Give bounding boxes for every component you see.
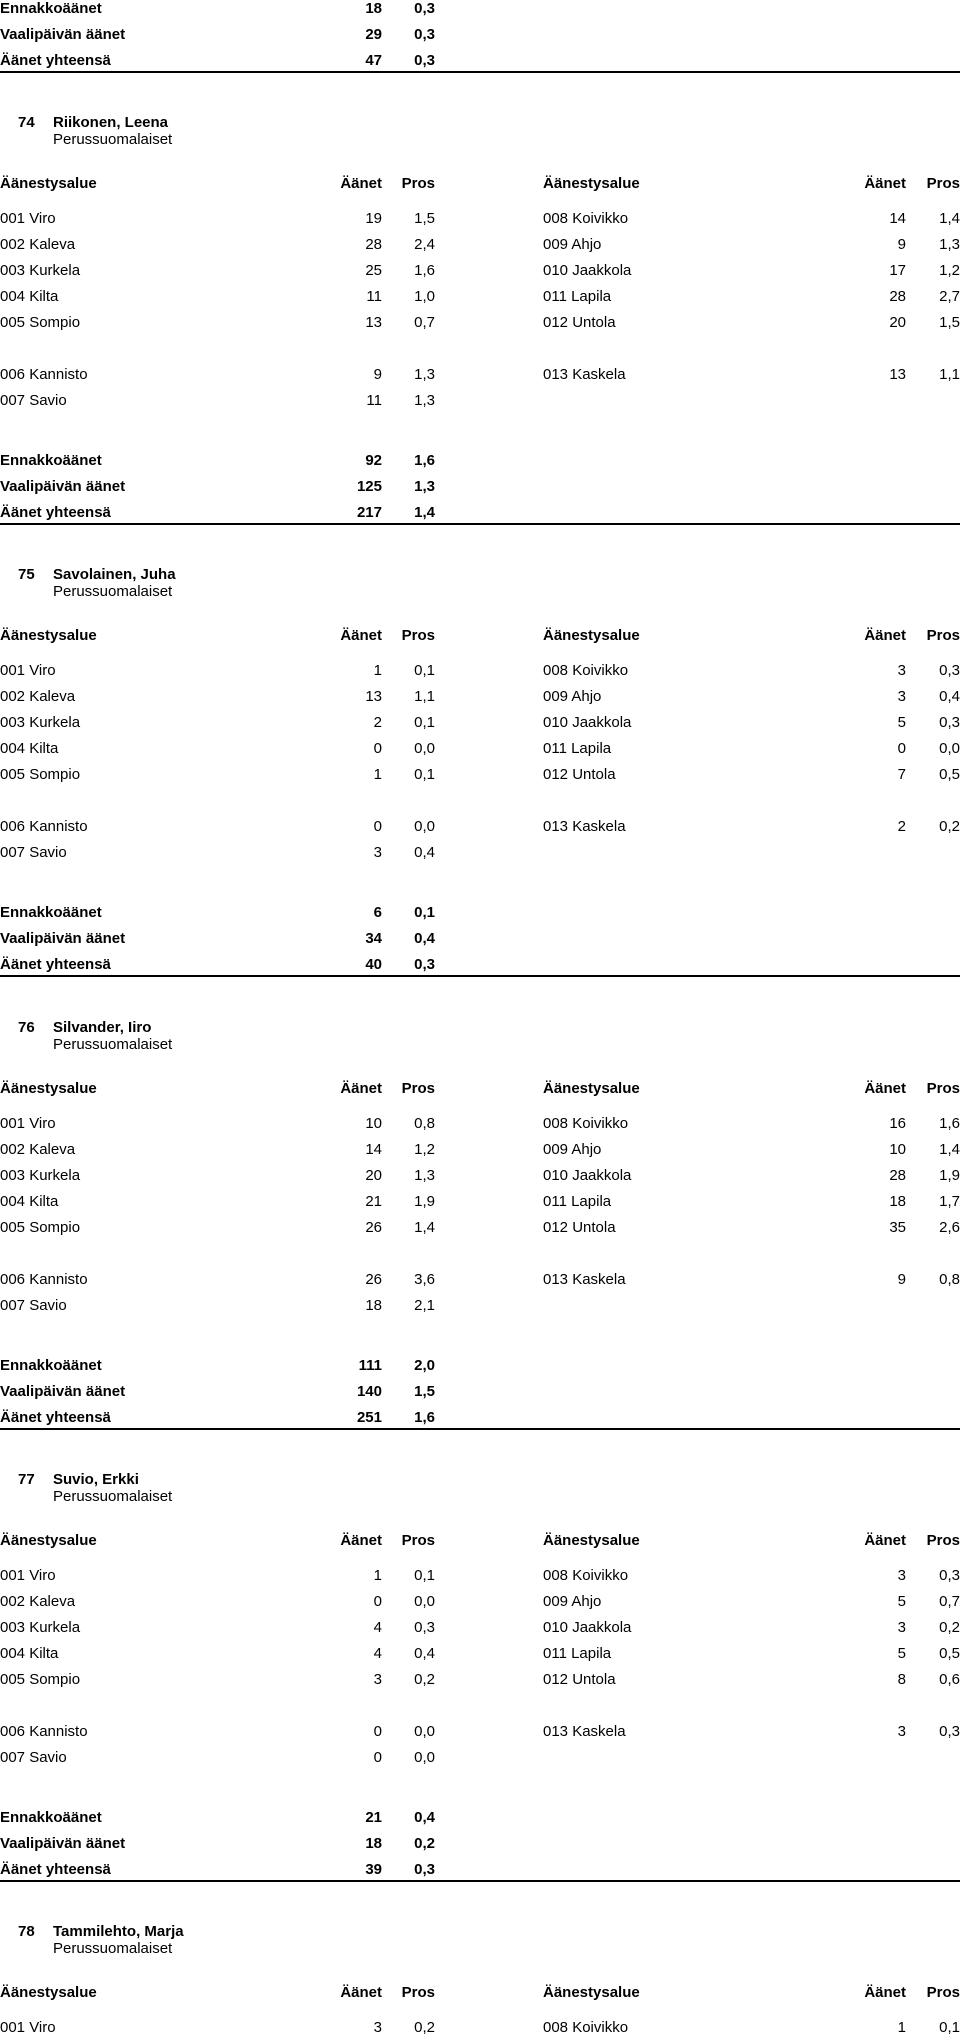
area-name: 007 Savio xyxy=(0,1749,67,1766)
summary-pct-yhteensa: 1,6 xyxy=(414,1409,435,1426)
area-pct: 0,1 xyxy=(939,2019,960,2036)
candidate-number: 77 xyxy=(18,1471,35,1488)
area-pct: 2,7 xyxy=(939,288,960,305)
area-pct: 0,4 xyxy=(414,844,435,861)
summary-pct-ennakko: 1,6 xyxy=(414,452,435,469)
area-votes: 26 xyxy=(365,1271,382,1288)
area-name: 010 Jaakkola xyxy=(543,1619,632,1636)
summary-label-vaalipaiva: Vaalipäivän äänet xyxy=(0,478,126,495)
area-pct: 1,9 xyxy=(414,1193,435,1210)
area-votes: 3 xyxy=(897,1723,906,1740)
summary-label-vaalipaiva: Vaalipäivän äänet xyxy=(0,1835,126,1852)
area-pct: 1,6 xyxy=(939,1115,960,1132)
area-name: 002 Kaleva xyxy=(0,688,76,705)
area-name: 007 Savio xyxy=(0,1297,67,1314)
summary-pct-ennakko: 2,0 xyxy=(414,1357,435,1374)
area-pct: 1,9 xyxy=(939,1167,960,1184)
area-pct: 0,0 xyxy=(414,1723,435,1740)
area-name: 013 Kaskela xyxy=(543,1723,626,1740)
candidate-number: 74 xyxy=(18,114,35,131)
area-votes: 21 xyxy=(365,1193,382,1210)
area-pct: 0,2 xyxy=(939,818,960,835)
area-pct: 1,3 xyxy=(939,236,960,253)
summary-rule xyxy=(0,1428,960,1430)
area-pct: 0,8 xyxy=(414,1115,435,1132)
area-pct: 0,2 xyxy=(939,1619,960,1636)
summary-pct-yhteensa: 1,4 xyxy=(414,504,435,521)
summary-votes-vaalipaiva: 18 xyxy=(365,1835,382,1852)
area-votes: 28 xyxy=(889,1167,906,1184)
area-name: 002 Kaleva xyxy=(0,1593,76,1610)
area-name: 011 Lapila xyxy=(543,740,612,757)
candidate-party: Perussuomalaiset xyxy=(53,1488,173,1505)
area-pct: 0,3 xyxy=(414,1619,435,1636)
area-votes: 3 xyxy=(897,1619,906,1636)
summary-votes-yhteensa: 39 xyxy=(365,1861,382,1878)
col-header-votes: Äänet xyxy=(864,1532,906,1549)
area-name: 011 Lapila xyxy=(543,1645,612,1662)
area-pct: 0,3 xyxy=(939,662,960,679)
candidate-name: Riikonen, Leena xyxy=(53,114,169,131)
area-pct: 1,2 xyxy=(939,262,960,279)
area-pct: 1,3 xyxy=(414,366,435,383)
summary-votes-vaalipaiva: 29 xyxy=(365,26,382,43)
area-name: 010 Jaakkola xyxy=(543,714,632,731)
area-name: 004 Kilta xyxy=(0,1193,59,1210)
summary-votes-vaalipaiva: 140 xyxy=(356,1383,382,1400)
area-votes: 14 xyxy=(889,210,906,227)
area-pct: 1,1 xyxy=(414,688,435,705)
area-votes: 3 xyxy=(897,1567,906,1584)
area-votes: 28 xyxy=(365,236,382,253)
col-header-pct: Pros xyxy=(926,1080,960,1097)
area-name: 009 Ahjo xyxy=(543,1141,602,1158)
area-name: 003 Kurkela xyxy=(0,262,81,279)
area-votes: 0 xyxy=(897,740,906,757)
area-votes: 0 xyxy=(373,1749,382,1766)
area-votes: 18 xyxy=(889,1193,906,1210)
summary-label-vaalipaiva: Vaalipäivän äänet xyxy=(0,26,126,43)
area-pct: 0,3 xyxy=(939,1723,960,1740)
area-votes: 3 xyxy=(373,1671,382,1688)
area-name: 010 Jaakkola xyxy=(543,262,632,279)
col-header-pct: Pros xyxy=(926,175,960,192)
area-votes: 14 xyxy=(365,1141,382,1158)
col-header-votes: Äänet xyxy=(340,1080,382,1097)
area-name: 005 Sompio xyxy=(0,1671,81,1688)
col-header-area: Äänestysalue xyxy=(0,1984,97,2001)
area-pct: 0,0 xyxy=(414,1749,435,1766)
area-name: 008 Koivikko xyxy=(543,1115,629,1132)
col-header-area: Äänestysalue xyxy=(0,627,97,644)
area-pct: 0,1 xyxy=(414,1567,435,1584)
area-votes: 3 xyxy=(373,844,382,861)
area-name: 003 Kurkela xyxy=(0,1619,81,1636)
summary-label-vaalipaiva: Vaalipäivän äänet xyxy=(0,930,126,947)
summary-label-ennakko: Ennakkoäänet xyxy=(0,452,102,469)
area-votes: 0 xyxy=(373,740,382,757)
summary-label-ennakko: Ennakkoäänet xyxy=(0,0,102,17)
area-pct: 1,3 xyxy=(414,1167,435,1184)
area-name: 002 Kaleva xyxy=(0,1141,76,1158)
summary-pct-vaalipaiva: 0,4 xyxy=(414,930,435,947)
area-votes: 13 xyxy=(365,314,382,331)
col-header-pct: Pros xyxy=(926,627,960,644)
area-pct: 2,4 xyxy=(414,236,435,253)
area-pct: 0,3 xyxy=(939,714,960,731)
summary-label-vaalipaiva: Vaalipäivän äänet xyxy=(0,1383,126,1400)
area-votes: 0 xyxy=(373,818,382,835)
summary-pct-yhteensa: 0,3 xyxy=(414,52,435,69)
summary-rule xyxy=(0,975,960,977)
candidate-party: Perussuomalaiset xyxy=(53,1940,173,1957)
candidate-name: Suvio, Erkki xyxy=(53,1471,139,1488)
area-name: 007 Savio xyxy=(0,844,67,861)
area-name: 013 Kaskela xyxy=(543,366,626,383)
summary-label-yhteensa: Äänet yhteensä xyxy=(0,1861,111,1878)
summary-rule xyxy=(0,71,960,73)
area-votes: 5 xyxy=(897,714,906,731)
area-votes: 13 xyxy=(365,688,382,705)
area-pct: 1,4 xyxy=(414,1219,435,1236)
area-name: 006 Kannisto xyxy=(0,1271,88,1288)
area-pct: 1,5 xyxy=(414,210,435,227)
area-name: 013 Kaskela xyxy=(543,818,626,835)
summary-label-yhteensa: Äänet yhteensä xyxy=(0,1409,111,1426)
col-header-pct: Pros xyxy=(926,1984,960,2001)
summary-votes-ennakko: 111 xyxy=(358,1357,382,1374)
area-votes: 9 xyxy=(897,1271,906,1288)
col-header-votes: Äänet xyxy=(340,1532,382,1549)
candidate-name: Tammilehto, Marja xyxy=(53,1923,184,1940)
col-header-votes: Äänet xyxy=(340,627,382,644)
area-name: 004 Kilta xyxy=(0,740,59,757)
area-votes: 3 xyxy=(373,2019,382,2036)
col-header-area: Äänestysalue xyxy=(543,1984,640,2001)
area-pct: 2,6 xyxy=(939,1219,960,1236)
summary-label-yhteensa: Äänet yhteensä xyxy=(0,956,111,973)
area-votes: 5 xyxy=(897,1645,906,1662)
area-pct: 0,6 xyxy=(939,1671,960,1688)
summary-pct-vaalipaiva: 1,3 xyxy=(414,478,435,495)
area-name: 004 Kilta xyxy=(0,288,59,305)
summary-votes-yhteensa: 217 xyxy=(356,504,382,521)
candidate-number: 78 xyxy=(18,1923,35,1940)
col-header-pct: Pros xyxy=(401,627,435,644)
area-name: 010 Jaakkola xyxy=(543,1167,632,1184)
area-name: 006 Kannisto xyxy=(0,1723,88,1740)
col-header-area: Äänestysalue xyxy=(543,175,640,192)
candidate-party: Perussuomalaiset xyxy=(53,131,173,148)
col-header-votes: Äänet xyxy=(864,1080,906,1097)
area-name: 012 Untola xyxy=(543,314,616,331)
col-header-votes: Äänet xyxy=(340,1984,382,2001)
area-votes: 9 xyxy=(373,366,382,383)
area-name: 001 Viro xyxy=(0,210,56,227)
area-votes: 11 xyxy=(366,392,382,409)
area-votes: 1 xyxy=(897,2019,906,2036)
area-pct: 0,0 xyxy=(414,818,435,835)
summary-votes-vaalipaiva: 34 xyxy=(365,930,382,947)
area-votes: 11 xyxy=(366,288,382,305)
summary-votes-ennakko: 6 xyxy=(373,904,382,921)
area-votes: 18 xyxy=(365,1297,382,1314)
summary-rule xyxy=(0,1880,960,1882)
summary-pct-yhteensa: 0,3 xyxy=(414,956,435,973)
area-name: 009 Ahjo xyxy=(543,1593,602,1610)
area-pct: 0,4 xyxy=(939,688,960,705)
area-pct: 0,1 xyxy=(414,766,435,783)
area-votes: 2 xyxy=(897,818,906,835)
area-votes: 1 xyxy=(373,1567,382,1584)
col-header-votes: Äänet xyxy=(864,1984,906,2001)
area-name: 012 Untola xyxy=(543,766,616,783)
col-header-pct: Pros xyxy=(401,1532,435,1549)
col-header-pct: Pros xyxy=(401,175,435,192)
candidate-number: 75 xyxy=(18,566,35,583)
area-pct: 1,0 xyxy=(414,288,435,305)
summary-votes-yhteensa: 251 xyxy=(356,1409,382,1426)
area-name: 004 Kilta xyxy=(0,1645,59,1662)
area-votes: 26 xyxy=(365,1219,382,1236)
area-votes: 19 xyxy=(365,210,382,227)
summary-pct-vaalipaiva: 0,2 xyxy=(414,1835,435,1852)
summary-pct-yhteensa: 0,3 xyxy=(414,1861,435,1878)
summary-rule xyxy=(0,523,960,525)
col-header-votes: Äänet xyxy=(864,175,906,192)
area-votes: 16 xyxy=(889,1115,906,1132)
area-name: 012 Untola xyxy=(543,1671,616,1688)
area-pct: 0,8 xyxy=(939,1271,960,1288)
area-name: 013 Kaskela xyxy=(543,1271,626,1288)
area-votes: 4 xyxy=(373,1619,382,1636)
area-name: 006 Kannisto xyxy=(0,366,88,383)
area-votes: 1 xyxy=(373,766,382,783)
area-votes: 10 xyxy=(889,1141,906,1158)
summary-pct-ennakko: 0,1 xyxy=(414,904,435,921)
area-votes: 3 xyxy=(897,662,906,679)
col-header-area: Äänestysalue xyxy=(0,175,97,192)
area-name: 001 Viro xyxy=(0,2019,56,2036)
area-pct: 1,6 xyxy=(414,262,435,279)
area-votes: 2 xyxy=(373,714,382,731)
area-pct: 0,1 xyxy=(414,662,435,679)
candidate-party: Perussuomalaiset xyxy=(53,1036,173,1053)
area-pct: 1,1 xyxy=(939,366,960,383)
area-votes: 20 xyxy=(889,314,906,331)
area-pct: 0,1 xyxy=(414,714,435,731)
summary-votes-yhteensa: 47 xyxy=(365,52,382,69)
area-name: 007 Savio xyxy=(0,392,67,409)
area-votes: 3 xyxy=(897,688,906,705)
area-pct: 1,5 xyxy=(939,314,960,331)
area-pct: 0,2 xyxy=(414,2019,435,2036)
area-votes: 0 xyxy=(373,1723,382,1740)
area-pct: 0,7 xyxy=(414,314,435,331)
area-name: 011 Lapila xyxy=(543,288,612,305)
area-votes: 5 xyxy=(897,1593,906,1610)
area-pct: 0,7 xyxy=(939,1593,960,1610)
area-votes: 35 xyxy=(889,1219,906,1236)
col-header-area: Äänestysalue xyxy=(543,1080,640,1097)
summary-votes-yhteensa: 40 xyxy=(365,956,382,973)
area-name: 005 Sompio xyxy=(0,766,81,783)
area-pct: 1,4 xyxy=(939,1141,960,1158)
summary-votes-ennakko: 92 xyxy=(365,452,382,469)
area-votes: 8 xyxy=(897,1671,906,1688)
area-name: 008 Koivikko xyxy=(543,210,629,227)
area-votes: 1 xyxy=(373,662,382,679)
area-votes: 20 xyxy=(365,1167,382,1184)
col-header-pct: Pros xyxy=(401,1984,435,2001)
area-votes: 25 xyxy=(365,262,382,279)
summary-pct-vaalipaiva: 1,5 xyxy=(414,1383,435,1400)
area-pct: 0,5 xyxy=(939,766,960,783)
summary-votes-ennakko: 18 xyxy=(365,0,382,17)
summary-pct-ennakko: 0,3 xyxy=(414,0,435,17)
area-name: 012 Untola xyxy=(543,1219,616,1236)
area-votes: 17 xyxy=(889,262,906,279)
summary-pct-vaalipaiva: 0,3 xyxy=(414,26,435,43)
area-votes: 13 xyxy=(889,366,906,383)
area-name: 001 Viro xyxy=(0,662,56,679)
summary-pct-ennakko: 0,4 xyxy=(414,1809,435,1826)
area-pct: 0,0 xyxy=(414,1593,435,1610)
candidate-party: Perussuomalaiset xyxy=(53,583,173,600)
summary-votes-vaalipaiva: 125 xyxy=(356,478,382,495)
candidate-name: Silvander, Iiro xyxy=(53,1019,152,1036)
area-pct: 0,2 xyxy=(414,1671,435,1688)
area-name: 009 Ahjo xyxy=(543,688,602,705)
area-votes: 10 xyxy=(365,1115,382,1132)
col-header-pct: Pros xyxy=(401,1080,435,1097)
area-pct: 1,4 xyxy=(939,210,960,227)
area-pct: 1,7 xyxy=(939,1193,960,1210)
summary-label-yhteensa: Äänet yhteensä xyxy=(0,504,111,521)
area-name: 011 Lapila xyxy=(543,1193,612,1210)
summary-label-ennakko: Ennakkoäänet xyxy=(0,904,102,921)
area-pct: 0,0 xyxy=(939,740,960,757)
col-header-pct: Pros xyxy=(926,1532,960,1549)
area-votes: 9 xyxy=(897,236,906,253)
area-pct: 2,1 xyxy=(414,1297,435,1314)
area-name: 008 Koivikko xyxy=(543,662,629,679)
candidate-number: 76 xyxy=(18,1019,35,1036)
area-name: 005 Sompio xyxy=(0,1219,81,1236)
summary-label-yhteensa: Äänet yhteensä xyxy=(0,52,111,69)
summary-label-ennakko: Ennakkoäänet xyxy=(0,1809,102,1826)
area-name: 005 Sompio xyxy=(0,314,81,331)
candidate-name: Savolainen, Juha xyxy=(53,566,176,583)
col-header-area: Äänestysalue xyxy=(0,1532,97,1549)
area-name: 008 Koivikko xyxy=(543,2019,629,2036)
area-pct: 1,2 xyxy=(414,1141,435,1158)
area-votes: 7 xyxy=(897,766,906,783)
col-header-votes: Äänet xyxy=(864,627,906,644)
area-pct: 1,3 xyxy=(414,392,435,409)
area-votes: 28 xyxy=(889,288,906,305)
area-name: 008 Koivikko xyxy=(543,1567,629,1584)
col-header-area: Äänestysalue xyxy=(543,1532,640,1549)
area-pct: 0,4 xyxy=(414,1645,435,1662)
area-name: 001 Viro xyxy=(0,1115,56,1132)
area-votes: 0 xyxy=(373,1593,382,1610)
col-header-votes: Äänet xyxy=(340,175,382,192)
area-pct: 0,3 xyxy=(939,1567,960,1584)
summary-label-ennakko: Ennakkoäänet xyxy=(0,1357,102,1374)
col-header-area: Äänestysalue xyxy=(0,1080,97,1097)
area-name: 009 Ahjo xyxy=(543,236,602,253)
area-pct: 3,6 xyxy=(414,1271,435,1288)
area-pct: 0,0 xyxy=(414,740,435,757)
col-header-area: Äänestysalue xyxy=(543,627,640,644)
area-pct: 0,5 xyxy=(939,1645,960,1662)
area-name: 006 Kannisto xyxy=(0,818,88,835)
area-name: 003 Kurkela xyxy=(0,714,81,731)
summary-votes-ennakko: 21 xyxy=(365,1809,382,1826)
area-name: 002 Kaleva xyxy=(0,236,76,253)
area-name: 001 Viro xyxy=(0,1567,56,1584)
area-votes: 4 xyxy=(373,1645,382,1662)
area-name: 003 Kurkela xyxy=(0,1167,81,1184)
